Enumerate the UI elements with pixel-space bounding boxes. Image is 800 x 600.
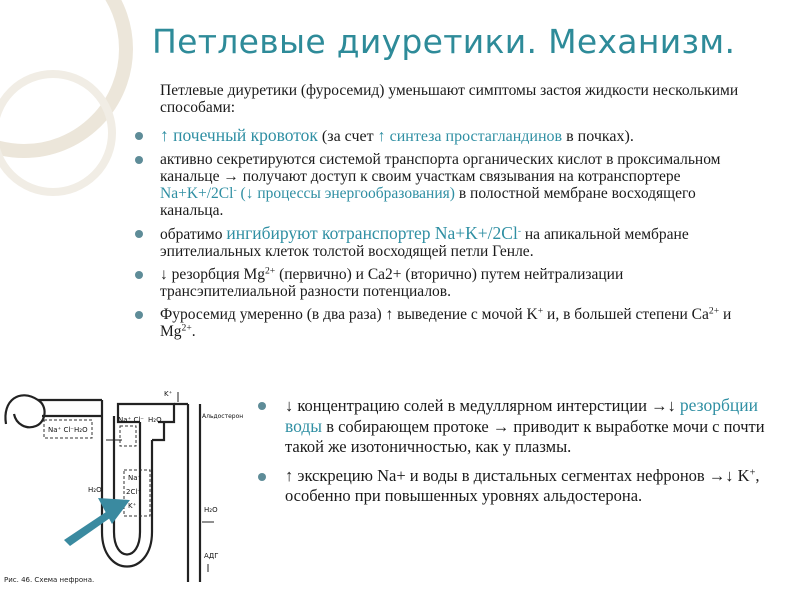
label-nacl-asc: Na⁺ Cl⁻ <box>118 416 144 424</box>
mechanism-list <box>160 127 760 346</box>
list-item: ↓ резорбция $Mg^{2+}$ (первично) и Ca2+ (вторично) путем нейтрализации трансэпителиальной разности потенциалов. <box>160 266 760 300</box>
intro-text: Петлевые диуретики (фуросемид) уменьшают симптомы застоя жидкости несколькими способами: <box>160 82 739 116</box>
label-h2o-right: H₂O <box>204 506 218 514</box>
bullet-icon <box>258 473 266 481</box>
label-aldosterone: Альдостерон <box>202 413 244 420</box>
label-na-mid: Na⁺ <box>128 474 142 482</box>
nephron-diagram <box>2 382 247 594</box>
list-item: активно секретируются системой транспорта органических кислот в проксимальном канальце → получают доступ к своим участкам связывания на котранспортере Na+K+/2Cl- (↓ процессы энергообразования) в полостной мембране восходящего канальца. <box>160 151 760 219</box>
list-item: ↑ экскрецию Na+ и воды в дистальных сегментах нефронов →↓ K+, особенно при повышенных уровнях альдостерона. <box>285 466 785 506</box>
bullet-icon <box>135 271 143 279</box>
page-title: Петлевые диуретики. Механизм. <box>152 22 736 61</box>
collecting-duct <box>174 404 200 582</box>
label-k-top: K⁺ <box>164 390 173 398</box>
loop-of-henle <box>102 532 152 567</box>
proximal-tubule <box>38 400 102 416</box>
list-item: ↑ почечный кровоток (за счет ↑ синтеза простагландинов в почках). <box>160 127 760 145</box>
label-h2o-asc: H₂O <box>148 416 162 424</box>
label-h2o-left: H₂O <box>88 486 102 494</box>
figure-caption: Рис. 46. Схема нефрона. <box>4 576 95 584</box>
list-item: обратимо ингибируют котранспортер Na+K+/2Cl- на апикальной мембране эпителиальных клеток толстой восходящей петли Генле. <box>160 225 760 260</box>
list-item: ↓ концентрацию солей в медуллярном интерстиции →↓ резорбции воды в собирающем протоке → приводит к выработке мочи с почти такой же изотоничностью, как у плазмы. <box>285 395 785 457</box>
label-nacl-top: Na⁺ Cl⁻ <box>48 426 74 434</box>
effects-list <box>285 395 785 515</box>
bullet-icon <box>135 156 143 164</box>
label-2cl: 2Cl⁻ <box>126 488 141 496</box>
label-k-mid: K⁺ <box>128 502 137 510</box>
bullet-icon <box>258 402 266 410</box>
label-adh: АДГ <box>204 552 219 560</box>
transport-box-ascending <box>120 426 136 446</box>
bullet-icon <box>135 132 143 140</box>
list-item: Фуросемид умеренно (в два раза) ↑ выведение с мочой K+ и, в большей степени $Ca^{2+}$ и $Mg^{2+}$. <box>160 306 760 340</box>
bullet-icon <box>135 311 143 319</box>
label-h2o-top: H₂O <box>74 426 88 434</box>
decorative-circle-small <box>0 70 116 196</box>
bullet-icon <box>135 230 143 238</box>
